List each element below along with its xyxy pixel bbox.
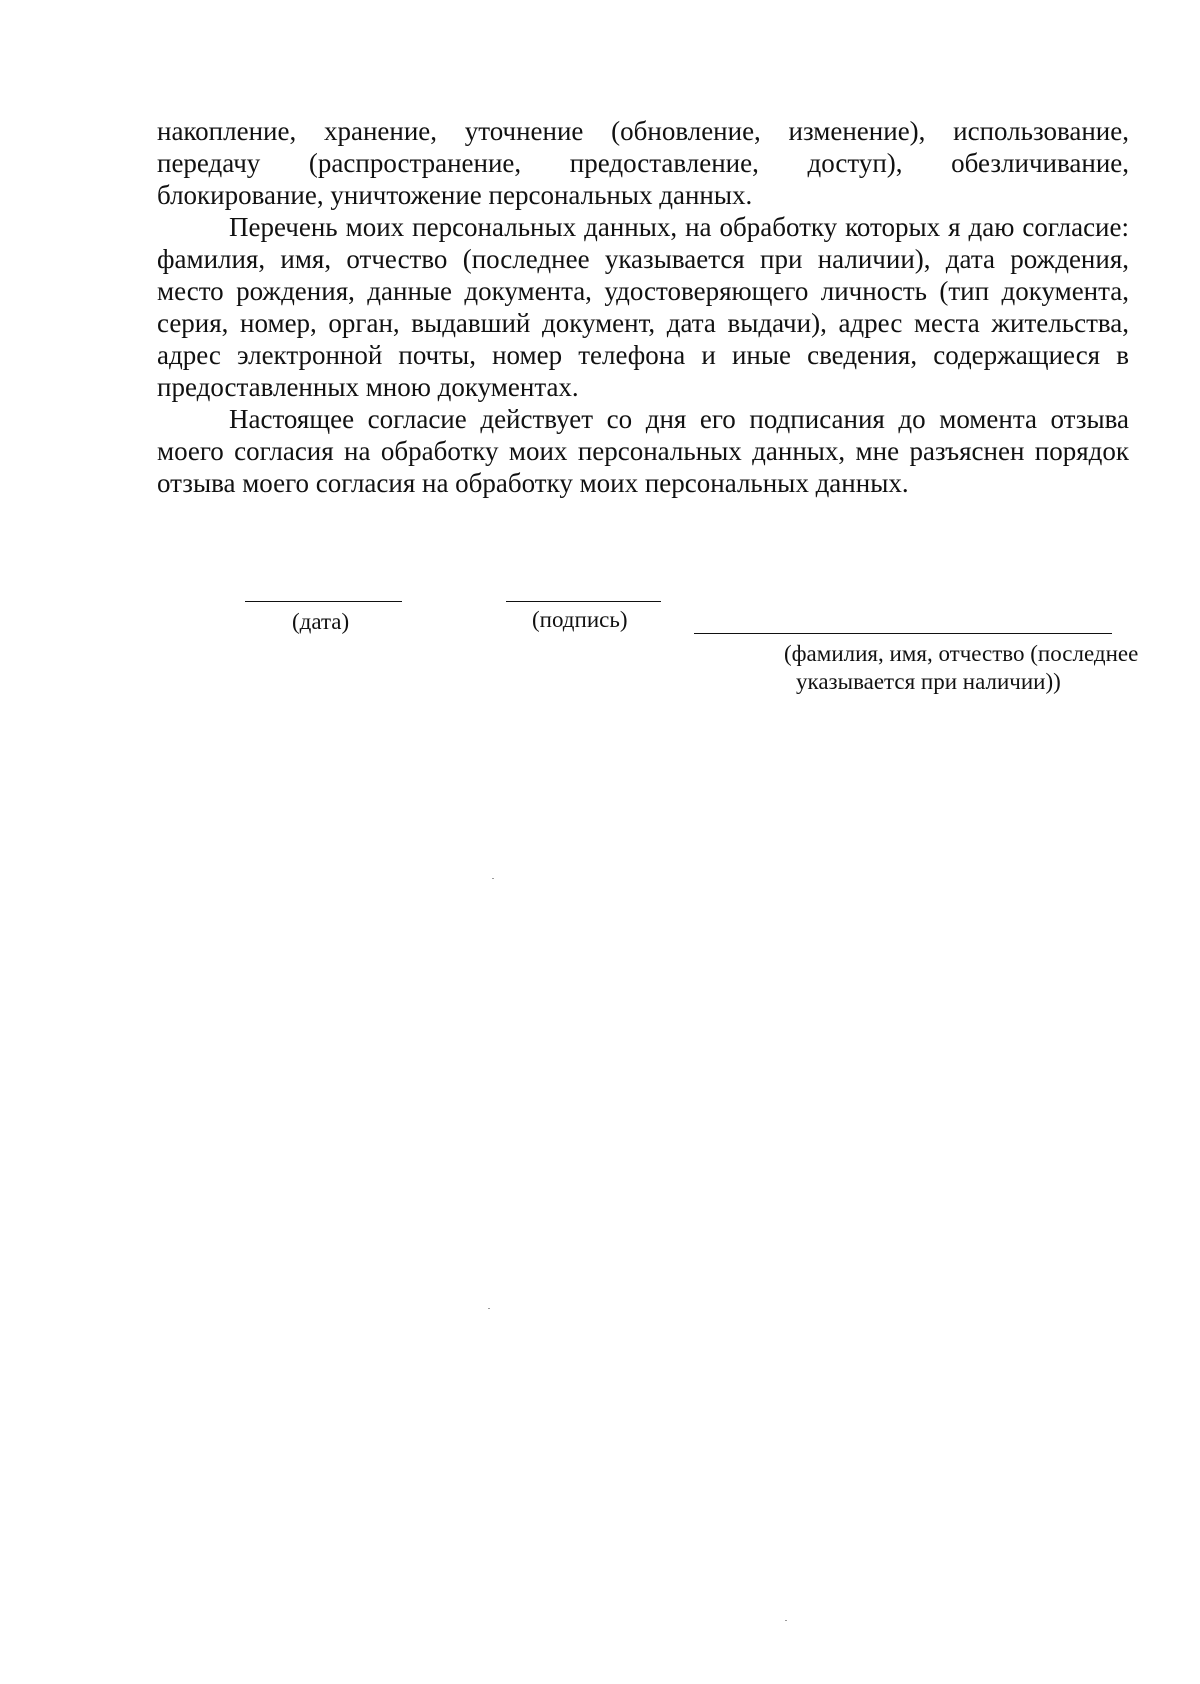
date-line xyxy=(245,601,402,602)
full-name-caption-line2: указывается при наличии)) xyxy=(796,669,1061,694)
scan-speck xyxy=(488,1308,490,1309)
paragraph-processing-actions: накопление, хранение, уточнение (обновление, изменение), использование, передачу (распространение, предоставление, доступ), обезличивание, блокирование, уничтожение персональных данных. xyxy=(157,116,1129,210)
full-name-caption-line1: (фамилия, имя, отчество (последнее xyxy=(784,641,1139,666)
scan-speck xyxy=(492,878,494,879)
scan-speck xyxy=(785,1620,787,1621)
paragraph-consent-validity: Настоящее согласие действует со дня его подписания до момента отзыва моего согласия на обработку моих персональных данных, мне разъяснен порядок отзыва моего согласия на обработку моих персональных данных. xyxy=(157,404,1129,498)
full-name-line xyxy=(694,633,1112,634)
date-caption: (дата) xyxy=(292,609,350,634)
signature-line xyxy=(506,601,661,602)
consent-text xyxy=(157,115,1129,499)
signature-caption: (подпись) xyxy=(532,607,628,632)
paragraph-personal-data-list: Перечень моих персональных данных, на обработку которых я даю согласие: фамилия, имя, отчество (последнее указывается при наличии), дата рождения, место рождения, данные документа, удостоверяющего личность (тип документа, серия, номер, орган, выдавший документ, дата выдачи), адрес места жительства, адрес электронной почты, номер телефона и иные сведения, содержащиеся в предоставленных мною документах. xyxy=(157,212,1129,402)
